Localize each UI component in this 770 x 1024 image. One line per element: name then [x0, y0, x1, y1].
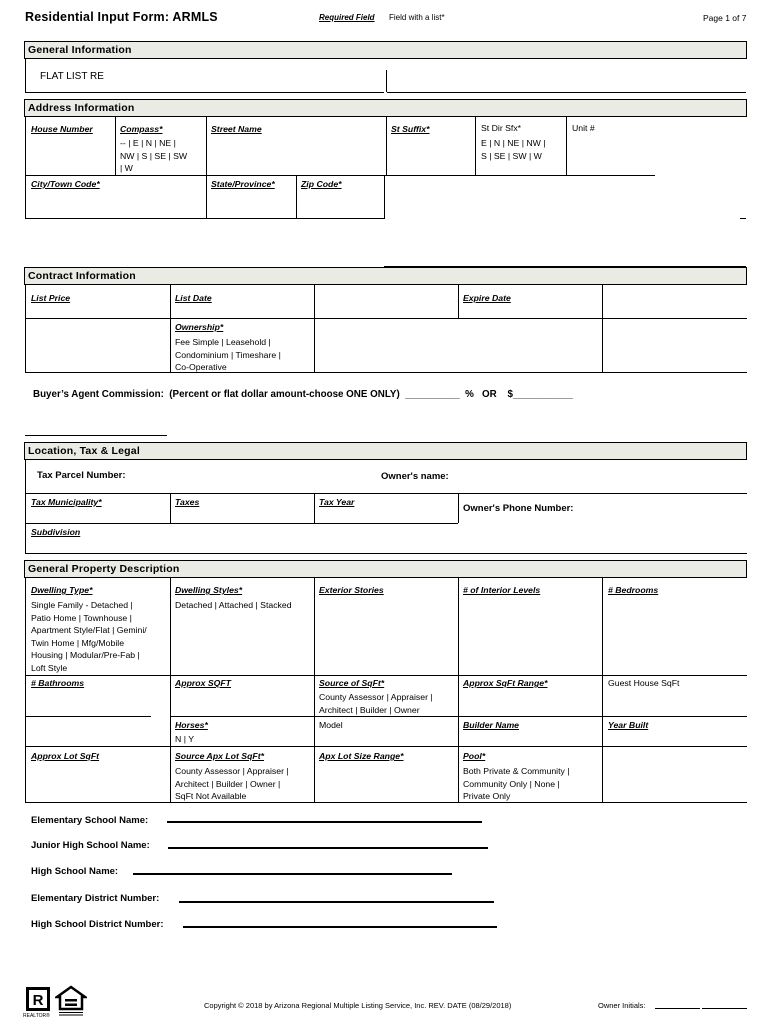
- st-dir-sfx-label: St Dir Sfx*: [481, 123, 522, 133]
- high-school-district-label: High School District Number:: [31, 919, 164, 930]
- divider: [602, 318, 603, 372]
- divider: [25, 460, 26, 553]
- pool-options: Both Private & Community | Community Only | None | Private Only: [463, 766, 570, 802]
- section-contract-information: Contract Information: [24, 267, 747, 285]
- ownership-label: Ownership*: [175, 322, 224, 332]
- realtor-label: REALTOR®: [23, 1013, 50, 1019]
- buyers-agent-commission: Buyer’s Agent Commission: (Percent or flat dollar amount-choose ONE ONLY) __________ % OR $___________: [33, 389, 573, 400]
- divider: [25, 746, 747, 747]
- bedrooms-label: # Bedrooms: [608, 585, 659, 595]
- source-lot-sqft-label: Source Apx Lot SqFt*: [175, 751, 264, 761]
- owners-phone-label: Owner's Phone Number:: [463, 503, 574, 514]
- divider: [25, 493, 747, 494]
- exterior-stories-label: Exterior Stories: [319, 585, 384, 595]
- section-address-information: Address Information: [24, 99, 747, 117]
- taxes-label: Taxes: [175, 497, 200, 507]
- divider: [25, 372, 747, 373]
- pool-label: Pool*: [463, 751, 486, 761]
- divider: [314, 578, 315, 802]
- list-price-label: List Price: [31, 293, 71, 303]
- high-school-district-line[interactable]: [183, 926, 497, 928]
- divider: [115, 117, 116, 175]
- expire-date-label: Expire Date: [463, 293, 511, 303]
- divider: [386, 117, 387, 175]
- section-general-property-description: General Property Description: [24, 560, 747, 578]
- tax-municipality-label: Tax Municipality*: [31, 497, 102, 507]
- dwelling-type-label: Dwelling Type*: [31, 585, 93, 595]
- divider: [25, 675, 747, 676]
- form-title: Residential Input Form: ARMLS: [25, 10, 218, 24]
- divider: [25, 175, 475, 176]
- dwelling-type-options: Single Family - Detached | Patio Home | Townhouse | Apartment Style/Flat | Gemini/ Twin Home | Mfg/Mobile Housing | Modular/Pre-Fab | Loft Style: [31, 600, 147, 673]
- horses-label: Horses*: [175, 720, 208, 730]
- interior-levels-label: # of Interior Levels: [463, 585, 541, 595]
- section-location-tax-legal: Location, Tax & Legal: [24, 442, 747, 460]
- bathrooms-label: # Bathrooms: [31, 678, 85, 688]
- elementary-district-line[interactable]: [179, 901, 494, 903]
- realtor-logo-icon: [26, 987, 50, 1011]
- svg-text:R: R: [32, 992, 44, 1009]
- divider: [25, 578, 26, 802]
- equal-housing-opportunity-icon: [55, 985, 87, 1017]
- source-lot-sqft-options: County Assessor | Appraiser | Architect | Builder | Owner | SqFt Not Available: [175, 766, 289, 802]
- divider: [386, 70, 387, 92]
- section-general-information: General Information: [24, 41, 747, 59]
- horses-options: N | Y: [175, 734, 194, 744]
- builder-name-label: Builder Name: [463, 720, 520, 730]
- junior-high-school-label: Junior High School Name:: [31, 840, 150, 851]
- divider: [25, 318, 747, 319]
- divider: [475, 175, 655, 176]
- divider: [314, 493, 315, 523]
- year-built-label: Year Built: [608, 720, 649, 730]
- divider: [25, 435, 167, 436]
- divider: [170, 578, 171, 802]
- compass-label: Compass*: [120, 124, 163, 134]
- divider: [566, 117, 567, 175]
- unit-label: Unit #: [572, 123, 595, 133]
- guest-house-sqft-label: Guest House SqFt: [608, 678, 680, 688]
- approx-sqft-label: Approx SQFT: [175, 678, 231, 688]
- dwelling-styles-label: Dwelling Styles*: [175, 585, 243, 595]
- divider: [387, 92, 746, 93]
- divider: [602, 285, 603, 318]
- owner-initials-label: Owner Initials:: [598, 1001, 646, 1010]
- divider: [25, 523, 458, 524]
- divider: [206, 117, 207, 219]
- required-field-legend: Required Field: [319, 13, 375, 22]
- high-school-line[interactable]: [133, 873, 452, 875]
- owner-initials-line-2[interactable]: [702, 1008, 747, 1009]
- source-sqft-label: Source of SqFt*: [319, 678, 385, 688]
- compass-options: -- | E | N | NE | NW | S | SE | SW | W: [120, 138, 188, 174]
- divider: [25, 553, 747, 554]
- divider: [25, 716, 151, 717]
- divider: [458, 493, 459, 523]
- subdivision-label: Subdivision: [31, 527, 81, 537]
- sqft-range-label: Approx SqFt Range*: [463, 678, 548, 688]
- divider: [170, 285, 171, 372]
- ownership-options: Fee Simple | Leasehold | Condominium | Timeshare | Co-Operative: [175, 337, 281, 373]
- list-field-legend: Field with a list*: [389, 13, 445, 22]
- list-date-label: List Date: [175, 293, 212, 303]
- owner-initials-line-1[interactable]: [655, 1008, 700, 1009]
- junior-high-school-line[interactable]: [168, 847, 488, 849]
- approx-lot-sqft-label: Approx Lot SqFt: [31, 751, 100, 761]
- elementary-school-line[interactable]: [167, 821, 482, 823]
- divider: [25, 92, 384, 93]
- flat-list-value: FLAT LIST RE: [40, 71, 104, 82]
- divider: [475, 117, 476, 175]
- divider: [25, 285, 26, 372]
- source-sqft-options: County Assessor | Appraiser | Architect | Builder | Owner: [319, 692, 433, 715]
- state-label: State/Province*: [211, 179, 275, 189]
- page-number: Page 1 of 7: [703, 13, 747, 23]
- elementary-district-label: Elementary District Number:: [31, 893, 160, 904]
- dwelling-styles-options: Detached | Attached | Stacked: [175, 600, 292, 610]
- divider: [740, 218, 746, 219]
- divider: [296, 175, 297, 219]
- city-label: City/Town Code*: [31, 179, 100, 189]
- divider: [384, 175, 385, 219]
- street-name-label: Street Name: [211, 124, 262, 134]
- model-label: Model: [319, 720, 343, 730]
- divider: [314, 285, 315, 318]
- lot-size-range-label: Apx Lot Size Range*: [319, 751, 404, 761]
- divider: [458, 578, 459, 802]
- zip-label: Zip Code*: [301, 179, 342, 189]
- tax-parcel-label: Tax Parcel Number:: [37, 470, 126, 481]
- high-school-label: High School Name:: [31, 866, 119, 877]
- divider: [602, 578, 603, 802]
- divider: [170, 716, 747, 717]
- st-dir-options: E | N | NE | NW | S | SE | SW | W: [481, 138, 546, 161]
- divider: [25, 802, 747, 803]
- divider: [25, 117, 26, 219]
- divider: [25, 59, 26, 92]
- divider: [170, 493, 171, 523]
- elementary-school-label: Elementary School Name:: [31, 815, 149, 826]
- house-number-label: House Number: [31, 124, 93, 134]
- divider: [25, 218, 384, 219]
- tax-year-label: Tax Year: [319, 497, 355, 507]
- owners-name-label: Owner's name:: [381, 471, 449, 482]
- st-suffix-label: St Suffix*: [391, 124, 430, 134]
- divider: [314, 318, 315, 372]
- copyright-text: Copyright © 2018 by Arizona Regional Multiple Listing Service, Inc. REV. DATE (08/29/2018): [204, 1001, 512, 1010]
- divider: [458, 285, 459, 318]
